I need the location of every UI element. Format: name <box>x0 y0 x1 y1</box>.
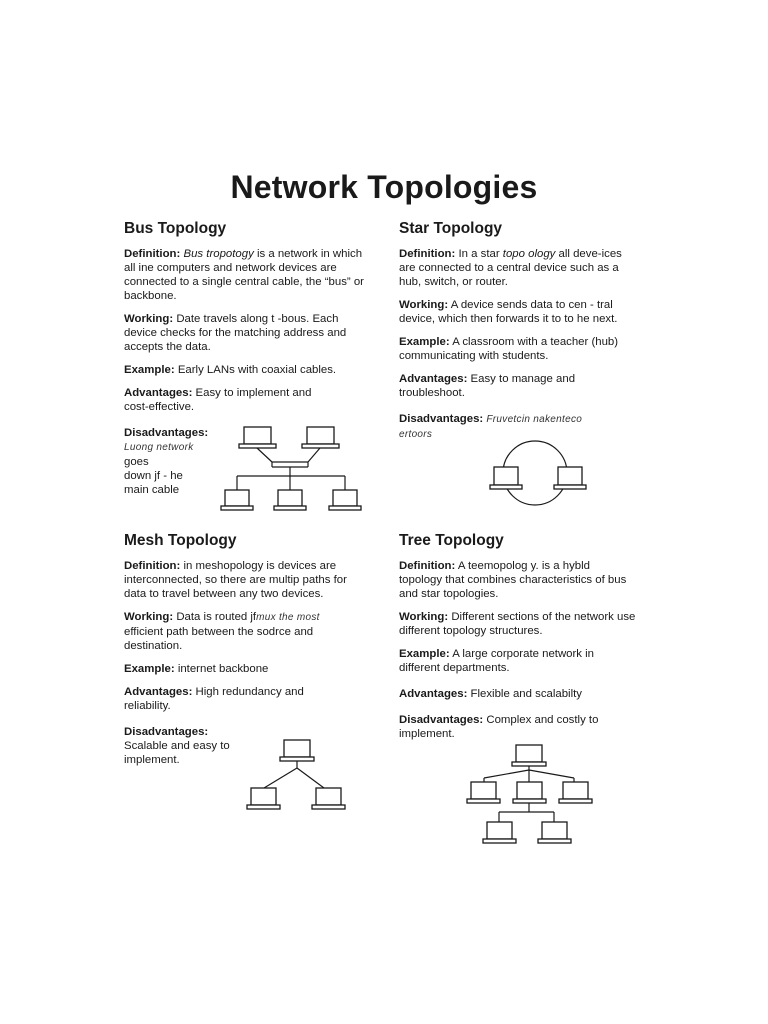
bus-example <box>124 363 374 377</box>
star-working <box>399 298 637 326</box>
mesh-disadvantages <box>124 725 232 767</box>
mesh-working-label: Working: <box>124 611 174 623</box>
tree-example-text: A large corporate network in different departments. <box>399 648 595 674</box>
computer-icon <box>554 467 586 489</box>
bus-working-label: Working: <box>124 313 174 325</box>
tree-example <box>399 647 624 675</box>
computer-icon <box>559 782 592 803</box>
tree-topology-section <box>399 531 649 750</box>
mesh-definition <box>124 559 352 601</box>
bus-disadvantages <box>124 426 234 497</box>
bus-example-label: Example: <box>124 364 175 376</box>
bus-example-text: Early LANs with coaxial cables. <box>174 364 337 376</box>
star-advantages <box>399 372 599 400</box>
bus-working <box>124 312 364 354</box>
mesh-example <box>124 662 374 676</box>
computer-icon <box>538 822 571 843</box>
computer-icon <box>467 782 500 803</box>
star-advantages-label: Advantages: <box>399 373 468 385</box>
mesh-working-blurred: mux the most <box>256 612 320 623</box>
tree-definition-label: Definition: <box>399 560 456 572</box>
star-advantages-text: Easy to manage and troubleshoot. <box>399 373 576 399</box>
star-disadvantages-blurred: Fruvetcin nakenteco <box>486 414 583 425</box>
bus-heading: Bus Topology <box>124 220 227 237</box>
star-topology-section <box>399 219 649 451</box>
tree-working-text: Different sections of the network use different topology structures. <box>399 611 636 637</box>
star-definition-label: Definition: <box>399 248 456 260</box>
page-title: Network Topologies <box>230 169 538 205</box>
star-definition-text: In a star <box>455 248 503 260</box>
star-disadvantages-label: Disadvantages: <box>399 413 484 425</box>
star-example-label: Example: <box>399 336 450 348</box>
tree-disadvantages-text: Complex and costly to implement. <box>399 714 599 740</box>
tree-heading: Tree Topology <box>399 532 504 549</box>
star-working-text: A device sends data to cen - tral device, which then forwards it to to he next. <box>399 299 618 325</box>
star-topology-diagram <box>488 440 588 510</box>
mesh-advantages-label: Advantages: <box>124 686 193 698</box>
computer-icon <box>274 490 306 510</box>
mesh-example-label: Example: <box>124 663 175 675</box>
mesh-advantages-text: High redundancy and reliability. <box>124 686 304 712</box>
bus-advantages-label: Advantages: <box>124 387 193 399</box>
star-definition-term: topo ology <box>502 248 556 260</box>
bus-disadvantages-line: goes <box>124 456 149 468</box>
tree-advantages-text: Flexible and scalabilty <box>467 688 582 700</box>
mesh-working-text: efficient path between the sodrce and destination. <box>124 626 314 652</box>
tree-working-label: Working: <box>399 611 449 623</box>
computer-icon <box>312 788 345 809</box>
star-working-label: Working: <box>399 299 449 311</box>
star-heading: Star Topology <box>399 220 503 237</box>
star-disadvantages <box>399 412 639 442</box>
bus-definition-term: Bus tropotogy <box>183 248 254 260</box>
tree-definition-text: A teemopolog y. is a hybld topology that combines characteristics of bus and star topologies. <box>399 560 627 600</box>
bus-definition <box>124 247 364 303</box>
mesh-disadvantages-text: Scalable and easy to implement. <box>124 740 230 766</box>
computer-icon <box>302 427 339 448</box>
bus-disadvantages-label: Disadvantages: <box>124 427 209 439</box>
bus-disadvantages-blurred: Luong network <box>124 442 194 453</box>
mesh-disadvantages-label: Disadvantages: <box>124 726 209 738</box>
star-definition <box>399 247 624 289</box>
mesh-heading: Mesh Topology <box>124 532 237 549</box>
mesh-topology-diagram <box>244 738 354 813</box>
computer-icon <box>221 490 253 510</box>
bus-advantages-text: Easy to implement and cost-effective. <box>124 387 312 413</box>
computer-icon <box>280 740 314 761</box>
mesh-working-text: Data is routed jf <box>173 611 257 623</box>
bus-cable-lines <box>237 448 345 490</box>
computer-icon <box>512 745 546 766</box>
tree-advantages <box>399 687 649 701</box>
computer-icon <box>329 490 361 510</box>
bus-topology-diagram <box>220 422 370 522</box>
tree-disadvantages <box>399 713 619 741</box>
tree-example-label: Example: <box>399 648 450 660</box>
bus-definition-text: is a network in which all ine computers and network devices are connected to a single central cable, the “bus” or backbone. <box>124 248 364 302</box>
star-disadvantages-blurred: ertoors <box>399 429 433 440</box>
bus-advantages <box>124 386 314 414</box>
tree-definition <box>399 559 627 601</box>
mesh-links <box>264 761 324 788</box>
computer-icon <box>247 788 280 809</box>
bus-disadvantages-line: main cable <box>124 484 180 496</box>
bus-working-text: Date travels along t -bous. Each device checks for the matching address and accepts the data. <box>124 313 347 353</box>
computer-icon <box>513 782 546 803</box>
tree-working <box>399 610 644 638</box>
star-example-text: A classroom with a teacher (hub) communicating with students. <box>399 336 619 362</box>
tree-advantages-label: Advantages: <box>399 688 468 700</box>
bus-disadvantages-line: down jf - he <box>124 470 183 482</box>
mesh-definition-text: in meshopology is devices are interconnected, so there are multip paths for data to travel between any two devices. <box>124 560 347 600</box>
computer-icon <box>490 467 522 489</box>
computer-icon <box>483 822 516 843</box>
mesh-example-text: internet backbone <box>174 663 269 675</box>
mesh-working <box>124 610 360 653</box>
star-example <box>399 335 624 363</box>
mesh-definition-label: Definition: <box>124 560 181 572</box>
mesh-advantages <box>124 685 314 713</box>
tree-topology-diagram <box>464 742 604 852</box>
tree-disadvantages-label: Disadvantages: <box>399 714 484 726</box>
star-definition-text: all deve-ices are connected to a central device such as a hub, switch, or router. <box>399 248 622 288</box>
computer-icon <box>239 427 276 448</box>
bus-definition-label: Definition: <box>124 248 181 260</box>
